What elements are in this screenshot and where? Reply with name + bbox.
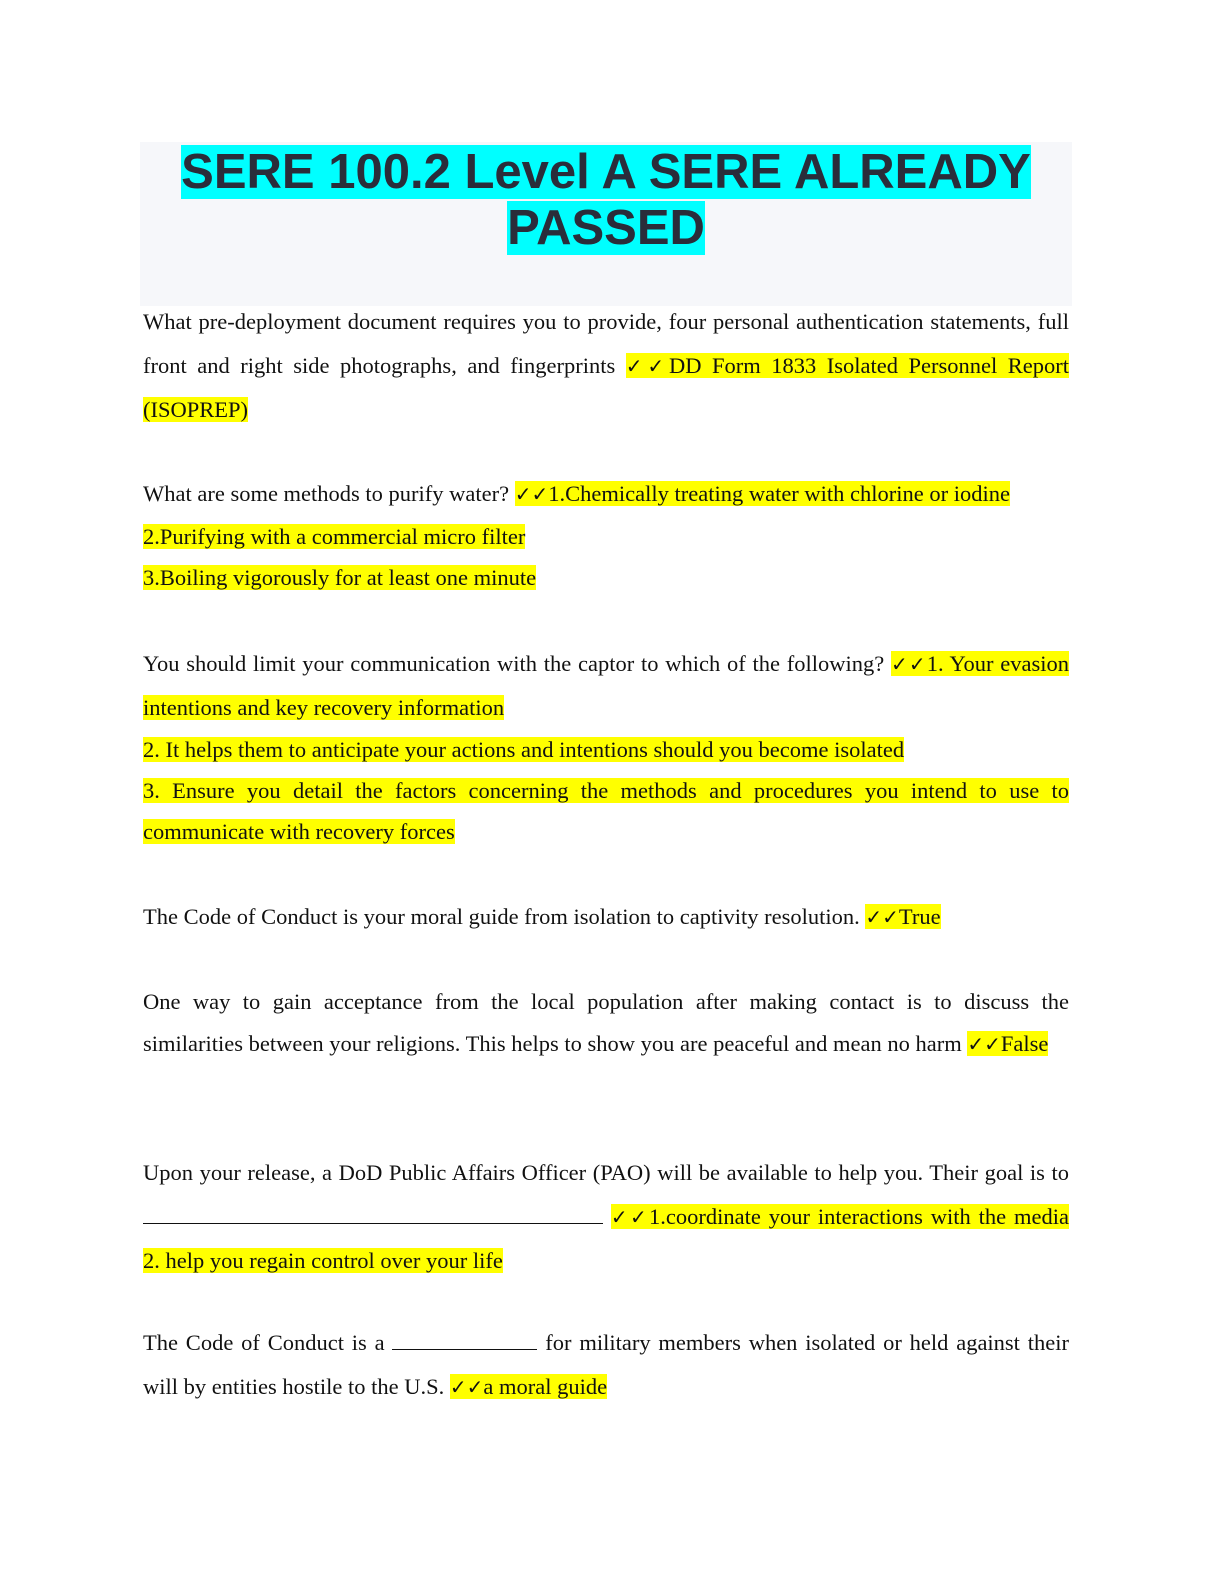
- qa-item-6: [143, 1151, 1069, 1283]
- double-check-icon: ✓✓: [610, 1205, 649, 1229]
- fill-in-blank: [392, 1331, 537, 1350]
- answer-highlight: [515, 481, 1010, 506]
- answer-text: 2. It helps them to anticipate your actions and intentions should you become isolated: [143, 737, 905, 762]
- double-check-icon: ✓✓: [865, 905, 899, 929]
- answer-text: DD Form 1833 Isolated Personnel Report (ISOPREP): [143, 353, 1069, 422]
- qa-paragraph: [143, 472, 1069, 516]
- qa-paragraph: [143, 1321, 1069, 1409]
- question-text: The Code of Conduct is a: [143, 1330, 385, 1355]
- question-text: You should limit your communication with the captor to which of the following?: [143, 651, 885, 676]
- qa-item-2: [143, 472, 1069, 598]
- answer-text: a moral guide: [483, 1374, 608, 1399]
- title-banner: [140, 142, 1072, 306]
- question-text: The Code of Conduct is your moral guide from isolation to captivity resolution.: [143, 904, 860, 929]
- qa-paragraph: [143, 300, 1069, 432]
- answer-line: [143, 770, 1069, 852]
- qa-paragraph: [143, 981, 1069, 1065]
- answer-text: True: [898, 904, 941, 929]
- answer-text: False: [1000, 1031, 1049, 1056]
- answer-text: 2.Purifying with a commercial micro filter: [143, 524, 526, 549]
- qa-item-4: [143, 895, 1069, 939]
- answer-highlight: [967, 1031, 1048, 1056]
- question-text: Upon your release, a DoD Public Affairs Officer (PAO) will be available to help you. Their goal is to: [143, 1160, 1069, 1185]
- answer-line: [143, 729, 1069, 770]
- double-check-icon: ✓✓: [625, 354, 670, 378]
- answer-highlight: [865, 904, 940, 929]
- document-title: [140, 142, 1072, 256]
- fill-in-blank: [143, 1205, 603, 1224]
- question-text-continued: for military members when isolated or held against their will by entities hostile to the U.S.: [143, 1330, 1069, 1399]
- qa-paragraph: [143, 1151, 1069, 1283]
- answer-line: [143, 557, 1069, 598]
- qa-item-3: [143, 642, 1069, 852]
- double-check-icon: ✓✓: [449, 1375, 484, 1399]
- answer-text: 1. Your evasion intentions and key recovery information: [143, 651, 1070, 720]
- answer-text: 3.Boiling vigorously for at least one minute: [143, 565, 537, 590]
- question-text: What pre-deployment document requires you to provide, four personal authentication statements, full front and right side photographs, and fingerprints: [143, 309, 1069, 378]
- qa-item-5: [143, 981, 1069, 1065]
- question-text: What are some methods to purify water?: [143, 481, 510, 506]
- double-check-icon: ✓✓: [967, 1032, 1001, 1056]
- qa-paragraph: [143, 642, 1069, 729]
- qa-item-7: [143, 1321, 1069, 1409]
- question-text: One way to gain acceptance from the local population after making contact is to discuss the similarities between your religions. This helps to show you are peaceful and mean no harm: [143, 989, 1069, 1056]
- answer-text: 1.Chemically treating water with chlorine or iodine: [548, 481, 1010, 506]
- answer-text: 1.coordinate your interactions with the media 2. help you regain control over your life: [143, 1204, 1069, 1273]
- double-check-icon: ✓✓: [890, 652, 927, 676]
- answer-text: 3. Ensure you detail the factors concerning the methods and procedures you intend to use to communicate with recovery forces: [143, 778, 1069, 844]
- answer-line: [143, 516, 1069, 557]
- qa-item-1: [143, 300, 1069, 432]
- answer-highlight: [450, 1374, 607, 1399]
- double-check-icon: ✓✓: [514, 482, 549, 506]
- title-highlight: SERE 100.2 Level A SERE ALREADY PASSED: [181, 145, 1031, 255]
- qa-paragraph: [143, 895, 1069, 939]
